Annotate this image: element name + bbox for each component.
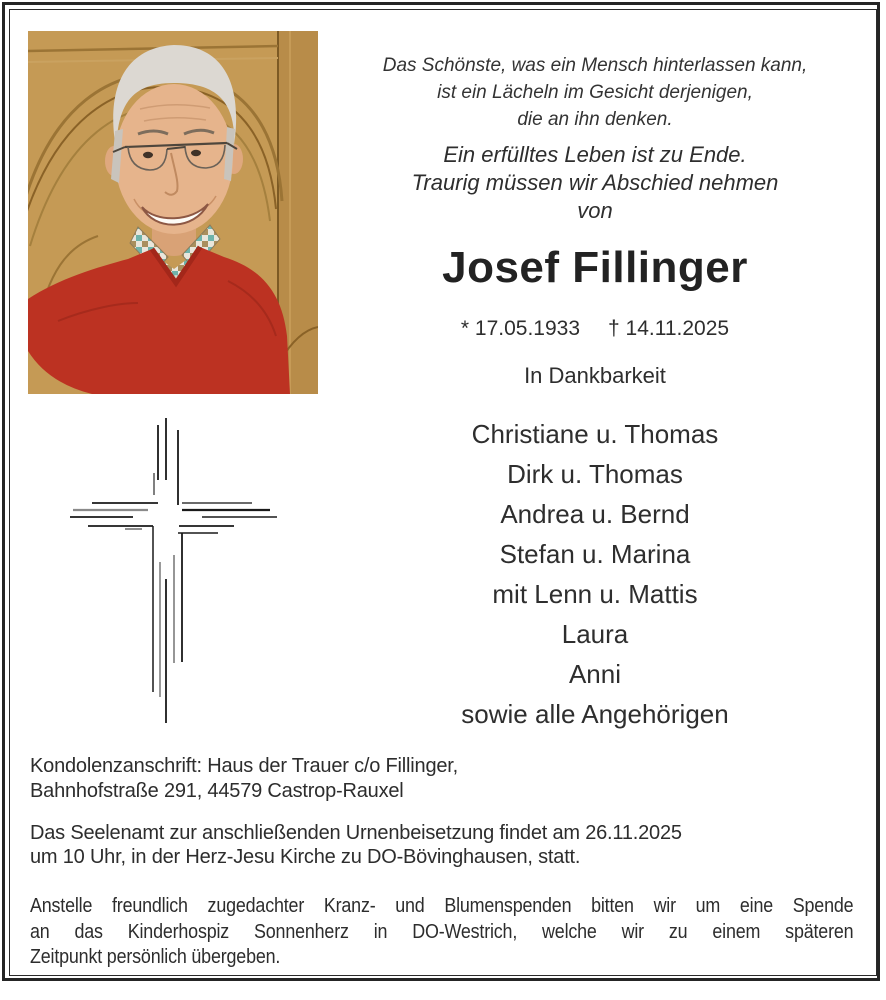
mourner-line: Christiane u. Thomas bbox=[471, 419, 719, 449]
donation-line-1: Anstelle freundlich zugedachter Kranz- und Blumenspenden bitten wir um eine Spende bbox=[30, 895, 854, 917]
announcement-line-3: von bbox=[577, 198, 613, 223]
condolence-line-1: Kondolenzanschrift: Haus der Trauer c/o Fillinger, bbox=[30, 755, 458, 777]
quote-line-1: Das Schönste, was ein Mensch hinterlassen kann, bbox=[382, 55, 808, 76]
gratitude-line: In Dankbarkeit bbox=[524, 363, 666, 388]
condolence-address bbox=[30, 754, 852, 804]
mourner-line: Anni bbox=[568, 659, 622, 689]
deceased-name: Josef Fillinger bbox=[442, 243, 748, 292]
mourner-line: Stefan u. Marina bbox=[499, 539, 691, 569]
elderly-man-portrait-icon bbox=[28, 31, 318, 394]
donation-line-2: an das Kinderhospiz Sonnenherz in DO-Westrich, welche wir zu einem späteren bbox=[30, 920, 854, 943]
announcement-line-1: Ein erfülltes Leben ist zu Ende. bbox=[443, 142, 747, 167]
mourner-line: Laura bbox=[561, 619, 629, 649]
donation-request bbox=[30, 894, 853, 971]
mourners-list bbox=[330, 414, 860, 734]
life-dates bbox=[330, 317, 860, 341]
mourner-line: mit Lenn u. Mattis bbox=[492, 579, 698, 609]
announcement-line-2: Traurig müssen wir Abschied nehmen bbox=[411, 170, 779, 195]
quote-line-2: ist ein Lächeln im Gesicht derjenigen, bbox=[437, 82, 753, 103]
cross-line-art-icon bbox=[58, 410, 280, 732]
mourner-line: Andrea u. Bernd bbox=[500, 499, 690, 529]
mourner-line: sowie alle Angehörigen bbox=[461, 699, 729, 729]
quote-line-3: die an ihn denken. bbox=[517, 109, 673, 130]
cross-artwork bbox=[58, 410, 280, 732]
service-information bbox=[30, 821, 852, 869]
condolence-line-2: Bahnhofstraße 291, 44579 Castrop-Rauxel bbox=[30, 780, 404, 802]
service-line-2: um 10 Uhr, in der Herz-Jesu Kirche zu DO-Bövinghausen, statt. bbox=[30, 846, 581, 868]
birth-date: * 17.05.1933 bbox=[460, 317, 581, 340]
service-line-1: Das Seelenamt zur anschließenden Urnenbeisetzung findet am 26.11.2025 bbox=[30, 822, 682, 844]
mourner-line: Dirk u. Thomas bbox=[507, 459, 683, 489]
donation-line-3: Zeitpunkt persönlich übergeben. bbox=[30, 946, 281, 968]
death-date: † 14.11.2025 bbox=[608, 317, 730, 340]
portrait-photo bbox=[28, 31, 318, 394]
memorial-quote bbox=[330, 52, 860, 133]
farewell-announcement bbox=[330, 141, 860, 225]
